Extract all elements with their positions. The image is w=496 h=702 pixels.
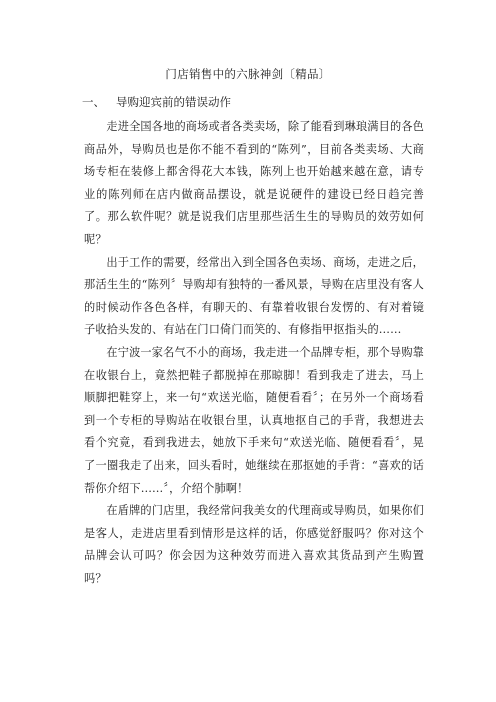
paragraph-3: 在宁波一家名气不小的商场，我走进一个品牌专柜，那个导购靠在收银台上，竟然把鞋子都脱掉在那晾脚！看到我走了进去，马上顺脚把鞋穿上，来一句“欢送光临，随便看看〞；在另外一个商场看到一个专柜的导购站在收银台里，认真地抠自己的手背，我想进去看个究竟，看到我进去，她放下手来句“欢送光临、随便看看〞，晃了一圈我走了出来，回头看时，她继续在那抠她的手背：“喜欢的话帮你介绍下……〞，介绍个肺啊！ — [84, 345, 424, 495]
section-heading-text: 导购迎宾前的错误动作 — [116, 95, 231, 109]
document-title: 门店销售中的六脉神剑〔精品〕 — [165, 67, 331, 81]
paragraph-2: 出于工作的需要，经常出入到全国各色卖场、商场，走进之后，那活生生的“陈列〞导购却有独特的一番风景，导购在店里没有客人的时候动作各色各样，有聊天的、有靠着收银台发愣的、有对着镜子收拾头发的、有站在门口倚门而笑的、有修指甲抠指头的…… — [84, 255, 424, 337]
document-body — [84, 116, 424, 590]
paragraph-1: 走进全国各地的商场或者各类卖场，除了能看到琳琅满目的各色商品外，导购员也是你不能不看到的“陈列”，目前各类卖场、大商场专柜在装修上都舍得花大本钱，陈列上也开始越来越在意，请专业的陈列师在店内做商品摆设，就是说硬件的建设已经日趋完善了。那么软件呢？就是说我们店里那些活生生的导购员的效劳如何呢？ — [84, 120, 424, 246]
section-number: 一、 — [82, 95, 105, 109]
paragraph-4: 在盾牌的门店里，我经常问我美女的代理商或导购员，如果你们是客人，走进店里看到情形是这样的话，你感觉舒服吗？你对这个品牌会认可吗？你会因为这种效劳而进入喜欢其货品到产生购置吗？ — [84, 504, 424, 585]
section-heading — [82, 94, 231, 110]
